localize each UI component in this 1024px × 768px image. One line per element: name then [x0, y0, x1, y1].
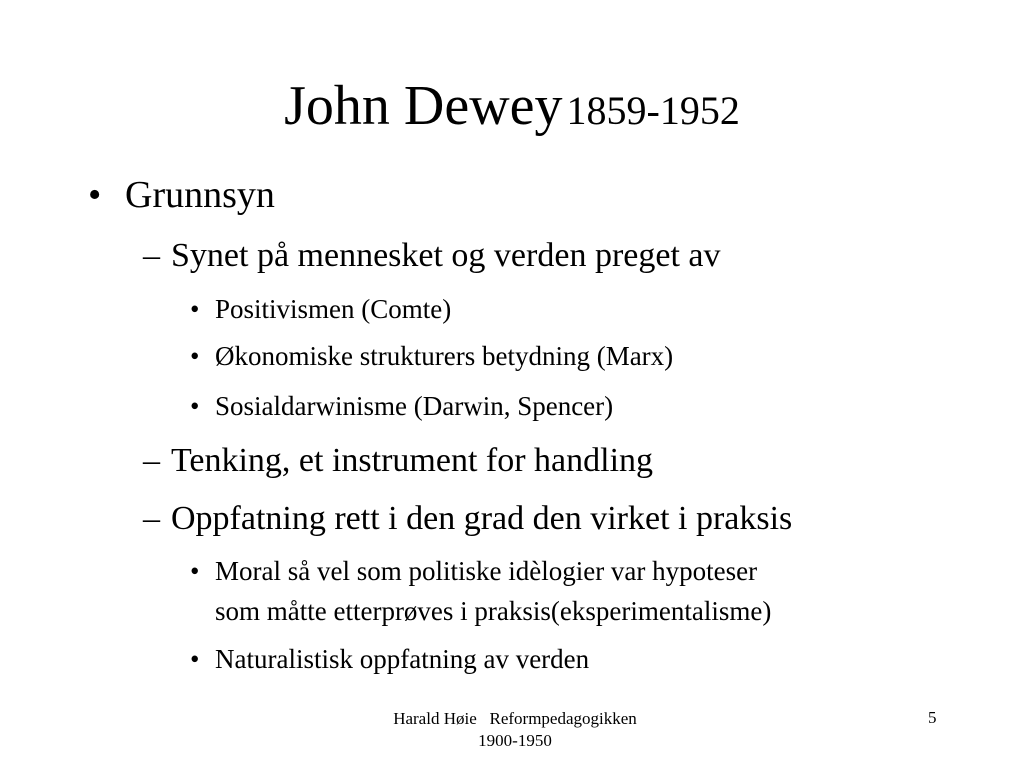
bullet-dot: •	[190, 391, 200, 421]
subsubbullet-text: som måtte etterprøves i praksis(eksperimentalisme)	[215, 596, 772, 626]
slide-title	[0, 75, 1024, 137]
subsubbullet-text: Moral så vel som politiske idèlogier var hypoteser	[215, 556, 758, 586]
subsubbullet-item	[190, 393, 613, 420]
subsubbullet-text: Sosialdarwinisme (Darwin, Spencer)	[215, 391, 614, 421]
bullet-dot: •	[190, 294, 200, 324]
title-name: John Dewey	[284, 75, 563, 137]
page-number: 5	[928, 708, 937, 727]
dash-marker: –	[143, 237, 160, 274]
subsubbullet-text: Positivismen (Comte)	[215, 294, 452, 324]
subsubbullet-item	[190, 646, 589, 673]
subsubbullet-item	[190, 296, 451, 323]
subsubbullet-text: Naturalistisk oppfatning av verden	[215, 644, 590, 674]
dash-marker: –	[143, 500, 160, 537]
subsubbullet-continuation	[215, 598, 771, 625]
subbullet-text: Oppfatning rett i den grad den virket i praksis	[171, 500, 793, 537]
bullet-text: Grunnsyn	[125, 174, 275, 216]
bullet-dot: •	[190, 556, 200, 586]
subbullet-item	[143, 444, 653, 478]
dash-marker: –	[143, 442, 160, 479]
subbullet-item	[143, 239, 720, 273]
subbullet-item	[143, 502, 792, 536]
footer	[330, 708, 700, 752]
bullet-level1	[88, 176, 275, 214]
bullet-dot: •	[88, 174, 102, 216]
subsubbullet-text: Økonomiske strukturers betydning (Marx)	[215, 341, 674, 371]
subsubbullet-item	[190, 343, 673, 370]
footer-period: 1900-1950	[478, 731, 552, 751]
title-years: 1859-1952	[566, 88, 740, 133]
subbullet-text: Synet på mennesket og verden preget av	[171, 237, 721, 274]
subsubbullet-item	[190, 558, 757, 585]
bullet-dot: •	[190, 644, 200, 674]
bullet-dot: •	[190, 341, 200, 371]
footer-author-course: Harald Høie Reformpedagogikken	[393, 709, 637, 728]
subbullet-text: Tenking, et instrument for handling	[171, 442, 654, 479]
